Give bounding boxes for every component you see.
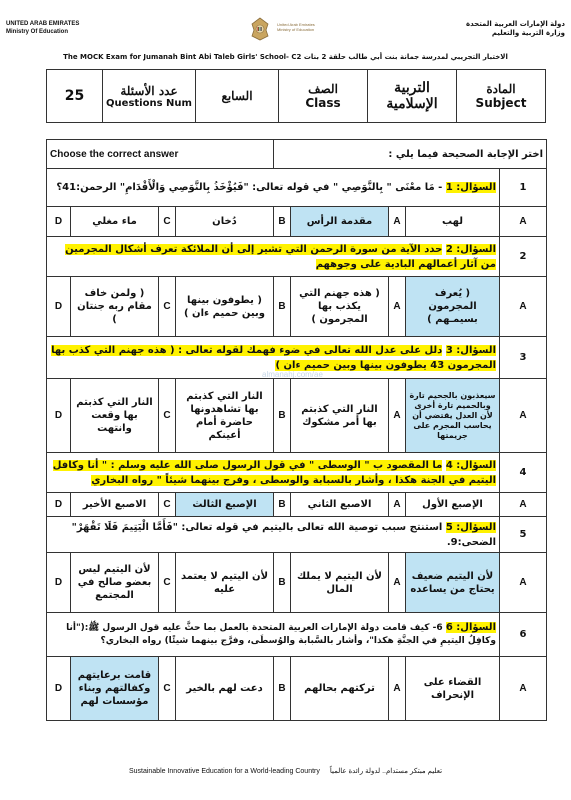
question-number-4: 4 <box>500 453 547 493</box>
question-row-3 <box>47 337 547 379</box>
option-letter-C: C <box>159 553 176 613</box>
questions-label-cell <box>103 70 196 123</box>
header-ministry-ar: وزارة التربية والتعليم <box>491 29 565 37</box>
option-letter-B: B <box>274 379 291 453</box>
header-right <box>466 20 565 38</box>
option-letter-A-right: A <box>500 493 547 517</box>
option-letter-B: B <box>274 493 291 517</box>
option-2-D[interactable]: ( ولمن خاف مقام ربه جنتان ) <box>71 277 159 337</box>
watermark: almanahj.com/ae <box>262 370 323 379</box>
questions-table <box>46 139 547 721</box>
option-letter-A-right: A <box>500 553 547 613</box>
emblem-caption-line1: United Arab Emirates <box>277 22 315 27</box>
question-number-1: 1 <box>500 169 547 207</box>
options-row-2 <box>47 277 547 337</box>
instruction-arabic: اختر الإجابة الصحيحة فيما يلي : <box>274 140 547 169</box>
question-body-6: 6- كيف قامت دولة الإمارات العربية المتحدة بالعمل بما حثَّ عليه قول الرسول ﷺ:("أنا وكافِلُ اليتيمِ في الجنَّةِ هكذا"، وأشار بالسَّبابة والوُسطَى، وفرَّج بينهما شيئًا) رواه البخاري؟ <box>66 623 496 646</box>
emblem-caption-line2: Ministry of Education <box>277 27 315 32</box>
question-label-4: السؤال: 4 <box>445 459 496 471</box>
option-letter-B: B <box>274 277 291 337</box>
option-letter-C: C <box>159 657 176 721</box>
option-letter-B: B <box>274 657 291 721</box>
option-letter-A-right: A <box>500 379 547 453</box>
option-1-B[interactable]: مقدمة الرأس <box>291 207 389 237</box>
option-1-A[interactable]: لهب <box>406 207 500 237</box>
option-letter-A: A <box>389 657 406 721</box>
question-text-5 <box>47 517 500 553</box>
uae-emblem-icon <box>248 16 272 42</box>
question-label-3: السؤال: 3 <box>445 344 496 356</box>
option-3-A[interactable]: سيعذبون بالجحيم تارة وبالحميم تارة أخرى لأن العدل يقتضي أن يحاسب المجرم على جريمتها <box>406 379 500 453</box>
option-letter-C: C <box>159 379 176 453</box>
option-5-D[interactable]: لأن اليتيم ليس بعضو صالح في المجتمع <box>71 553 159 613</box>
option-letter-A: A <box>389 207 406 237</box>
header-left <box>6 20 79 36</box>
option-letter-A: A <box>389 379 406 453</box>
option-letter-D: D <box>47 207 71 237</box>
option-letter-C: C <box>159 207 176 237</box>
subject-label-en: Subject <box>475 96 527 110</box>
subject-value: التربية الإسلامية <box>368 70 457 123</box>
footer-english: Sustainable Innovative Education for a World-leading Country <box>128 768 320 775</box>
option-letter-D: D <box>47 493 71 517</box>
instruction-row <box>47 140 547 169</box>
option-6-D[interactable]: قامت برعايتهم وكفالتهم وبناء مؤسسات لهم <box>71 657 159 721</box>
question-row-2 <box>47 237 547 277</box>
question-body-1: - مَا معْنَى " بِالنَّوَصِي " في قوله تعالى: "فَيُؤْخَذُ بِالنَّوَصِي وَالْأَقْدَامِ" الرحمن:41؟ <box>56 182 443 193</box>
question-number-3: 3 <box>500 337 547 379</box>
header-country-ar: دولة الإمارات العربية المتحدة <box>465 20 565 28</box>
question-number-5: 5 <box>500 517 547 553</box>
questions-label-en: Questions Num <box>106 97 192 109</box>
subject-label-ar: المادة <box>486 82 516 96</box>
question-text-1 <box>47 169 500 207</box>
options-row-4 <box>47 493 547 517</box>
option-letter-D: D <box>47 379 71 453</box>
question-label-5: السؤال: 5 <box>445 521 496 533</box>
options-row-3 <box>47 379 547 453</box>
options-row-1 <box>47 207 547 237</box>
question-label-6: السؤال: 6 <box>445 622 496 633</box>
option-letter-D: D <box>47 553 71 613</box>
class-label-ar: الصف <box>308 82 338 96</box>
options-row-6 <box>47 657 547 721</box>
question-body-2: حدد الآية من سورة الرحمن التي تشير إلى أن الملائكة تعرف أشكال المجرمين من آثار أعمالهم البادية على وجوههم <box>65 243 496 270</box>
question-row-5 <box>47 517 547 553</box>
class-label-cell <box>279 70 368 123</box>
option-letter-A: A <box>389 277 406 337</box>
option-5-C[interactable]: لأن اليتيم لا يعتمد عليه <box>176 553 274 613</box>
option-2-B[interactable]: ( هذه جهنم التي يكذب بها المجرمون ) <box>291 277 389 337</box>
option-5-A[interactable]: لأن اليتيم ضعيف يحتاج من يساعده <box>406 553 500 613</box>
subject-label-cell <box>457 70 546 123</box>
questions-value: 25 <box>47 70 103 123</box>
instruction-english: Choose the correct answer <box>47 140 274 169</box>
question-text-3 <box>47 337 500 379</box>
question-text-6 <box>47 613 500 657</box>
option-3-D[interactable]: النار التي كذبتم بها وقعت وانتهت <box>71 379 159 453</box>
question-body-5: استنتج سبب توصية الله تعالى باليتيم في قوله تعالى: "فَأَمَّا الْيَتِيمَ فَلَا تَقْهَرْ" الضحى:9. <box>71 521 496 548</box>
header-ministry-en: Ministry Of Education <box>6 29 69 35</box>
option-4-D[interactable]: الاصبع الأخير <box>71 493 159 517</box>
question-row-1 <box>47 169 547 207</box>
option-letter-B: B <box>274 553 291 613</box>
option-letter-D: D <box>47 657 71 721</box>
option-letter-A-right: A <box>500 207 547 237</box>
class-value: السابع <box>196 70 279 123</box>
option-letter-A-right: A <box>500 277 547 337</box>
option-4-B[interactable]: الاصبع الثاني <box>291 493 389 517</box>
option-1-D[interactable]: ماء مغلي <box>71 207 159 237</box>
option-6-B[interactable]: تركتهم بحالهم <box>291 657 389 721</box>
exam-title: الاختبار التجريبي لمدرسة جمانة بنت أبي طالب حلقة 2 بنات The MOCK Exam for Jumanah Bint Abi Taleb Girls' School- C2 <box>63 53 508 61</box>
option-letter-A: A <box>389 493 406 517</box>
option-2-A[interactable]: ( يُعرف المجرمون بسيمـهم ) <box>406 277 500 337</box>
option-2-C[interactable]: ( يطوفون بينها وبين حميم ءان ) <box>176 277 274 337</box>
question-label-1: السؤال: 1 <box>445 182 496 193</box>
options-row-5 <box>47 553 547 613</box>
question-body-3: دلل على عدل الله تعالى في ضوء فهمك لقوله تعالى : ( هذه جهنم التي كذب بها المجرمون 43 يطوفون بينها وبين حميم ءان ) <box>51 344 496 371</box>
emblem-caption <box>277 22 315 32</box>
exam-info-table <box>46 69 546 123</box>
question-text-4 <box>47 453 500 493</box>
option-letter-B: B <box>274 207 291 237</box>
option-3-B[interactable]: النار التي كذبتم بها أمر مشكوك <box>291 379 389 453</box>
option-letter-A-right: A <box>500 657 547 721</box>
option-6-C[interactable]: دعت لهم بالخير <box>176 657 274 721</box>
option-4-C[interactable]: الإصبع الثالث <box>176 493 274 517</box>
question-number-6: 6 <box>500 613 547 657</box>
question-row-6 <box>47 613 547 657</box>
question-body-4: ما المقصود ب " الوسطى " في قول الرسول صلى الله عليه وسلم : " أنا وكافل اليتيم في الجنة هكذا ، وأشار بالسبابة والوسطى ، وفرج بينهما شيئاً " رواه البخاري <box>52 459 496 486</box>
option-1-C[interactable]: دُخان <box>176 207 274 237</box>
option-6-A[interactable]: القضاء على الإنحراف <box>406 657 500 721</box>
option-letter-D: D <box>47 277 71 337</box>
question-label-2: السؤال: 2 <box>445 243 496 255</box>
class-label-en: Class <box>305 96 341 110</box>
footer-arabic: تعليم مبتكر مستدام.. لدولة رائدة عالمياً <box>329 768 443 775</box>
option-letter-A: A <box>389 553 406 613</box>
header-country-en: UNITED ARAB EMIRATES <box>6 21 80 27</box>
option-letter-C: C <box>159 277 176 337</box>
option-letter-C: C <box>159 493 176 517</box>
question-row-4 <box>47 453 547 493</box>
option-5-B[interactable]: لأن اليتيم لا يملك المال <box>291 553 389 613</box>
option-3-C[interactable]: النار التي كذبتم بها تشاهدونها حاضرة أمام أعينكم <box>176 379 274 453</box>
footer <box>0 767 571 775</box>
question-number-2: 2 <box>500 237 547 277</box>
question-text-2 <box>47 237 500 277</box>
questions-label-ar: عدد الأسئلة <box>120 83 178 98</box>
option-4-A[interactable]: الإصبع الأول <box>406 493 500 517</box>
